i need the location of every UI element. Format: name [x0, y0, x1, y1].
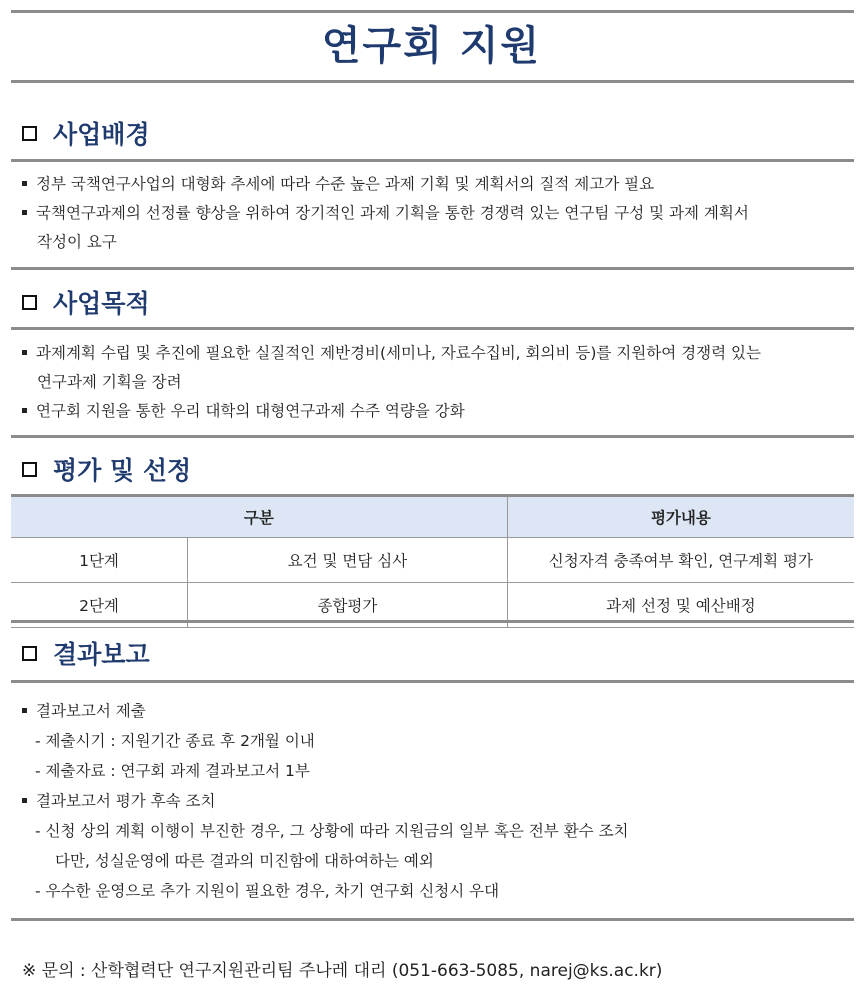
checkbox-square-icon: [22, 126, 37, 141]
list-item-continued: 연구과제 기획을 장려: [37, 373, 182, 391]
section-heading-evaluation: [22, 451, 191, 487]
page-title: 연구회 지원: [321, 23, 542, 69]
bullet-icon: [22, 798, 27, 803]
list-item: 국책연구과제의 선정률 향상을 위하여 장기적인 과제 기획을 통한 경쟁력 있는 연구팀 구성 및 과제 계획서: [22, 199, 852, 228]
table-cell: 종합평가: [188, 583, 508, 628]
heading-text: 사업배경: [53, 120, 150, 149]
report-sub-item-continued: 다만, 성실운영에 따른 결과의 미진함에 대하여하는 예외: [55, 852, 434, 870]
list-item: 정부 국책연구사업의 대형화 추세에 따라 수준 높은 과제 기획 및 계획서의 질적 제고가 필요: [22, 170, 852, 199]
table-header-category: 구분: [11, 497, 507, 538]
heading-text: 결과보고: [53, 640, 150, 669]
section-heading-background: [22, 115, 150, 151]
bullet-list-background: [22, 170, 852, 257]
section-heading-report: [22, 635, 150, 671]
list-item: 연구회 지원을 통한 우리 대학의 대형연구과제 수주 역량을 강화: [22, 397, 852, 426]
table-cell: 요건 및 면담 심사: [188, 538, 508, 583]
section-rule: [11, 327, 854, 330]
section-heading-purpose: [22, 284, 150, 320]
list-item: 과제계획 수립 및 추진에 필요한 실질적인 제반경비(세미나, 자료수집비, 회의비 등)를 지원하여 경쟁력 있는: [22, 339, 852, 368]
top-rule: [11, 10, 854, 13]
section-rule: [11, 435, 854, 438]
checkbox-square-icon: [22, 295, 37, 310]
bullet-list-purpose: [22, 339, 852, 426]
title-rule: [11, 80, 854, 83]
table-bottom-rule: [11, 620, 854, 623]
heading-text: 평가 및 선정: [53, 456, 192, 485]
bottom-rule: [11, 918, 854, 921]
section-rule: [11, 267, 854, 270]
table-cell: 2단계: [11, 583, 188, 628]
bullet-icon: [22, 181, 27, 186]
bullet-icon: [22, 350, 27, 355]
bullet-icon: [22, 408, 27, 413]
report-item-2: 결과보고서 평가 후속 조치: [22, 787, 852, 816]
table-header-content: 평가내용: [507, 497, 854, 538]
report-sub-item: - 신청 상의 계획 이행이 부진한 경우, 그 상황에 따라 지원금의 일부 혹은 전부 환수 조치: [35, 822, 629, 840]
report-item-1: 결과보고서 제출: [22, 697, 852, 726]
checkbox-square-icon: [22, 646, 37, 661]
table-cell: 과제 선정 및 예산배정: [507, 583, 854, 628]
bullet-icon: [22, 210, 27, 215]
table-row: [11, 538, 854, 583]
checkbox-square-icon: [22, 462, 37, 477]
section-rule: [11, 159, 854, 162]
report-sub-item: - 제출자료 : 연구회 과제 결과보고서 1부: [35, 762, 310, 780]
section-rule: [11, 680, 854, 683]
report-sub-item: - 우수한 운영으로 추가 지원이 필요한 경우, 차기 연구회 신청시 우대: [35, 882, 500, 900]
table-cell: 신청자격 충족여부 확인, 연구계획 평가: [507, 538, 854, 583]
contact-info: ※ 문의 : 산학협력단 연구지원관리팀 주나레 대리 (051-663-5085, narej@ks.ac.kr): [22, 961, 663, 981]
table-cell: 1단계: [11, 538, 188, 583]
bullet-icon: [22, 708, 27, 713]
list-item-continued: 작성이 요구: [37, 233, 117, 251]
heading-text: 사업목적: [53, 289, 150, 318]
table-header-row: [11, 497, 854, 538]
report-sub-item: - 제출시기 : 지원기간 종료 후 2개월 이내: [35, 732, 315, 750]
evaluation-table: [11, 497, 854, 628]
